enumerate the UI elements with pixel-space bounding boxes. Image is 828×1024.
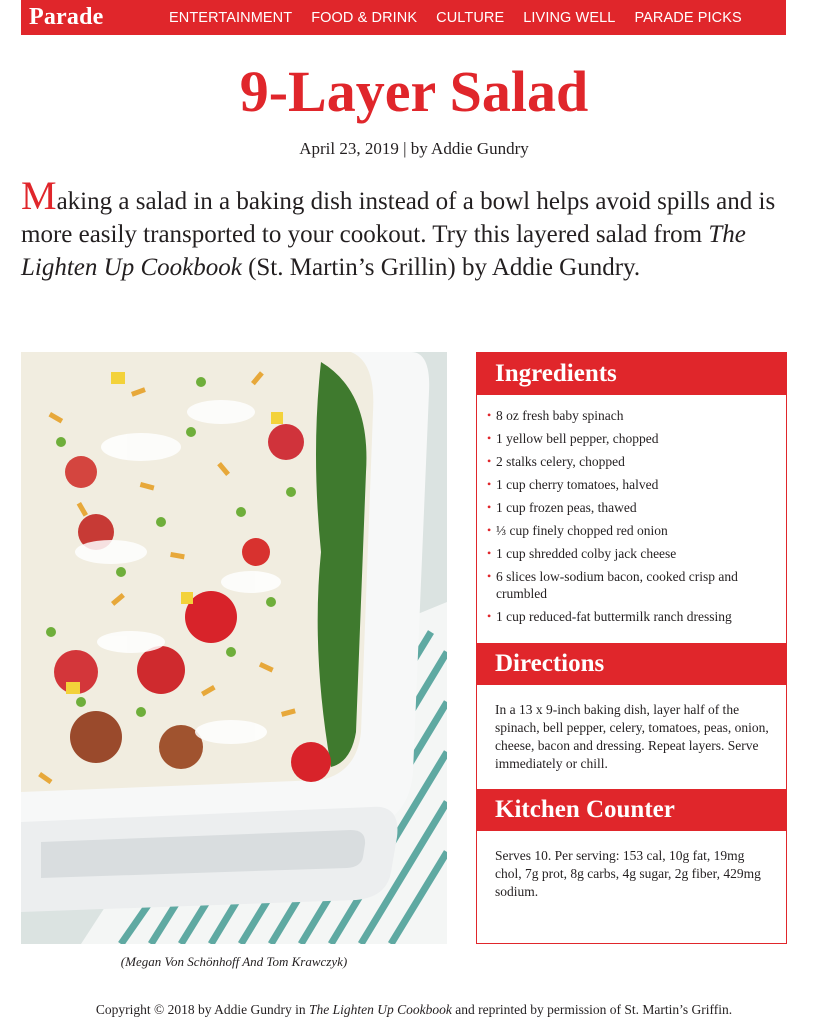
- bullet-icon: •: [487, 477, 492, 491]
- bullet-icon: •: [487, 408, 492, 422]
- intro-book-title: The Lighten Up Cookbook: [21, 221, 746, 281]
- ingredient-text: 1 cup reduced-fat buttermilk ranch dressing: [496, 609, 732, 624]
- kitchen-counter-text: Serves 10. Per serving: 153 cal, 10g fat, 19mg chol, 7g prot, 8g carbs, 4g sugar, 2g fiber, 429mg sodium.: [495, 848, 761, 899]
- list-item: [487, 476, 776, 493]
- nav-link-entertainment[interactable]: ENTERTAINMENT: [169, 9, 293, 26]
- copyright-notice: [0, 1002, 828, 1018]
- nav-link-parade-picks[interactable]: PARADE PICKS: [634, 9, 742, 26]
- photo-caption: (Megan Von Schönhoff And Tom Krawczyk): [120, 954, 348, 969]
- salad-photo: [21, 352, 447, 944]
- ingredient-text: 1 cup frozen peas, thawed: [496, 500, 637, 515]
- directions-heading: Directions: [477, 643, 786, 685]
- ingredient-text: 1 cup cherry tomatoes, halved: [496, 477, 659, 492]
- list-item: [487, 453, 776, 470]
- ingredient-text: 8 oz fresh baby spinach: [496, 408, 624, 423]
- list-item: [487, 568, 776, 602]
- recipe-box: [476, 352, 787, 944]
- nav-link-living-well[interactable]: LIVING WELL: [523, 9, 616, 26]
- ingredient-text: 2 stalks celery, chopped: [496, 454, 625, 469]
- article-title: 9-Layer Salad: [239, 59, 589, 124]
- list-item: [487, 499, 776, 516]
- nav-link-food-drink[interactable]: FOOD & DRINK: [311, 9, 418, 26]
- list-item: [487, 407, 776, 424]
- copyright-book-title: The Lighten Up Cookbook: [309, 1002, 452, 1017]
- copyright-text-part2: and reprinted by permission of St. Martin’s Griffin.: [451, 1002, 733, 1017]
- ingredients-heading: Ingredients: [477, 353, 786, 395]
- ingredient-text: 6 slices low-sodium bacon, cooked crisp and crumbled: [496, 569, 738, 601]
- list-item: [487, 608, 776, 625]
- bullet-icon: •: [487, 546, 492, 560]
- ingredient-text: 1 yellow bell pepper, chopped: [496, 431, 659, 446]
- bullet-icon: •: [487, 431, 492, 445]
- bullet-icon: •: [487, 523, 492, 537]
- directions-text: In a 13 x 9-inch baking dish, layer half of the spinach, bell pepper, celery, tomatoes, peas, onion, cheese, bacon and dressing. Repeat layers. Serve immediately or chill.: [495, 702, 769, 771]
- drop-cap: M: [21, 173, 57, 218]
- ingredient-text: 1 cup shredded colby jack cheese: [496, 546, 677, 561]
- salad-illustration: [21, 352, 447, 944]
- bullet-icon: •: [487, 500, 492, 514]
- ingredient-text: ⅓ cup finely chopped red onion: [496, 523, 668, 538]
- intro-paragraph: [21, 173, 796, 284]
- article-byline: April 23, 2019 | by Addie Gundry: [299, 139, 529, 158]
- parade-logo[interactable]: Parade: [29, 4, 104, 30]
- ingredients-list: [477, 395, 786, 639]
- intro-text-part1: aking a salad in a baking dish instead of a bowl helps avoid spills and is more easily transported to your cookout. Try this layered salad from: [21, 188, 776, 248]
- nav-link-culture[interactable]: CULTURE: [436, 9, 505, 26]
- intro-text-part2: (St. Martin’s Grillin) by Addie Gundry.: [241, 254, 641, 281]
- top-nav: [21, 0, 786, 35]
- copyright-text-part1: Copyright © 2018 by Addie Gundry in: [95, 1002, 310, 1017]
- list-item: [487, 522, 776, 539]
- nav-links: [169, 10, 761, 26]
- list-item: [487, 545, 776, 562]
- bullet-icon: •: [487, 569, 492, 583]
- kitchen-counter-heading: Kitchen Counter: [477, 789, 786, 831]
- list-item: [487, 430, 776, 447]
- bullet-icon: •: [487, 454, 492, 468]
- bullet-icon: •: [487, 609, 492, 623]
